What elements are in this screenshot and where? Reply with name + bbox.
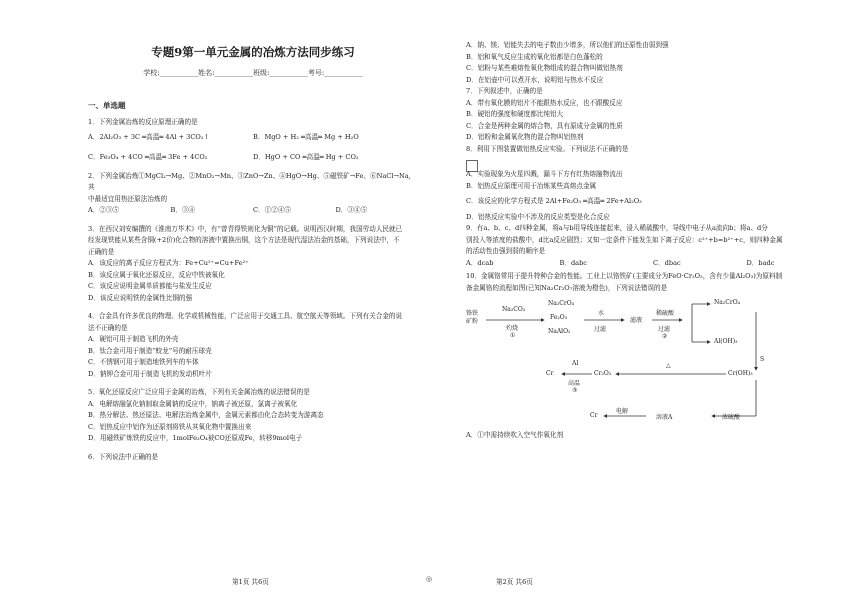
label-electrolysis: 电解 <box>616 408 629 415</box>
q8-option-b: B．铝热反应原理可用于冶炼某些高熔点金属 <box>466 181 597 190</box>
label-step3: ③ <box>572 387 578 394</box>
page-title: 专题9第一单元金属的冶炼方法同步练习 <box>151 45 355 59</box>
question-6-stem: 6．下列说法中正确的是 <box>88 452 159 461</box>
footer-page-right: 第2页 共6页 <box>496 578 533 586</box>
question-9-line3: 的活动性由强到弱的顺序是 <box>466 247 546 255</box>
node-product-na2cro4: Na₂CrO₄ <box>548 300 575 307</box>
question-10-line2: 备金属铬的流程如图(已知Na₂Cr₂O₇溶液为橙色)，下列说法错误的是 <box>466 283 668 292</box>
footer-page-left: 第1页 共6页 <box>232 578 269 586</box>
question-9-options <box>466 258 840 270</box>
question-2-options <box>88 205 418 217</box>
label-sulfur: S <box>760 356 765 363</box>
question-3-stem-line1: 3．在西汉刘安编撰的《淮南万毕术》中，有“曾青得铁则化为铜”的记载。说明西汉时期，我国劳动人民就已 <box>88 224 403 233</box>
q5-option-a: A．电解熔融氯化钠制取金属钠的反应中，钠离子被还原，氯离子被氧化 <box>88 399 298 408</box>
q5-option-c: C．铝热反应中铝作为还原剂将铁从其氧化物中置换出来 <box>88 422 252 431</box>
node-cr-product1: Cr <box>546 370 554 377</box>
q2-option-c: C．①②④⑤ <box>253 206 292 214</box>
q8-apparatus-figure <box>466 155 840 169</box>
label-step1: ① <box>510 332 516 339</box>
node-na2cr2o7: Na₂CrO₄ <box>714 299 741 306</box>
label-conc-h2so4: 浓硫酸 <box>722 414 741 421</box>
question-3-stem-line3: 正确的是 <box>88 247 115 256</box>
question-4-stem-line2: 法不正确的是 <box>88 323 128 332</box>
node-aloh3: Al(OH)₃ <box>714 338 738 345</box>
node-ore: 铬铁 矿粉 <box>466 310 479 325</box>
q3-option-d: D．该反应说明铁的金属性比铜的强 <box>88 293 193 302</box>
question-3-stem-line2: 经发现铁能从某些含铜(+2价)化合物的溶液中置换出铜，这个方法是现代湿法冶金的基础，下列说法中，不 <box>88 236 400 244</box>
q7-option-c: C．合金是两种金属的熔合物，具有原成分金属的性质 <box>466 121 623 130</box>
q9-option-b: B．dabc <box>559 258 588 267</box>
label-heat: △ <box>666 362 671 369</box>
q8-option-a: A．实验现象为火星四溅，漏斗下方有红热熔融物流出 <box>466 170 623 178</box>
q10-option-a: A．①中需持续吹入空气作氧化剂 <box>466 431 564 439</box>
q1-option-c: C．Fe₃O₄ + 4CO ═高温═ 3Fe + 4CO₂ <box>88 152 208 161</box>
q4-option-c: C．不锈钢可用于制造地铁列车的车体 <box>88 358 199 366</box>
question-7-stem: 7．下列叙述中，正确的是 <box>466 87 543 95</box>
q6-option-b: B．铝和氧气反应生成的氧化铝都是白色蓬松的 <box>466 52 603 61</box>
q9-option-d: D．badc <box>746 258 775 267</box>
q1-option-d: D．HgO + CO ═高温═ Hg + CO₂ <box>253 152 359 161</box>
flow-arrows <box>466 298 826 426</box>
question-1-options-row2 <box>88 151 418 161</box>
q2-option-a: A．②③⑤ <box>88 206 120 214</box>
q1-option-a: A．2Al₂O₃ + 3C ═高温═ 4Al + 3CO₂↑ <box>88 132 209 141</box>
question-1-stem: 1．下列金属冶炼的反应原理正确的是 <box>88 118 198 126</box>
question-1-options-row1 <box>88 131 418 141</box>
node-product-fe2o3: Fe₂O₃ <box>550 314 568 321</box>
label-filter1: 过滤 <box>594 326 607 333</box>
q9-option-c: C．dbac <box>653 258 681 267</box>
section-heading: 一、单选题 <box>88 101 126 110</box>
q5-option-d: D．用磁铁矿炼铁的反应中，1molFe₃O₄被CO还原成Fe，转移9mol电子 <box>88 434 303 442</box>
label-water: 水 <box>598 310 605 317</box>
q4-option-b: B．钛合金可用于制造“蛟龙”号的耐压球壳 <box>88 346 212 355</box>
node-cr-product2: Cr <box>590 412 598 419</box>
q3-option-b: B．该反应属于氧化还原反应，反应中铁被氧化 <box>88 270 225 279</box>
node-cr2o3: Cr₂O₃ <box>594 370 612 377</box>
question-8-stem: 8．利用下图装置做铝热反应实验。下列说法不正确的是 <box>466 144 629 153</box>
label-step2: ② <box>662 333 668 340</box>
node-croh3: Cr(OH)₃ <box>728 370 753 377</box>
question-9-line2: 别投入等浓度的盐酸中，d比a反应剧烈；又知一定条件下能发生如下离子反应：c²⁺+b=b²⁺+c，则四种金属 <box>466 235 783 244</box>
q6-option-d: D．在铝壶中可以煮开水，说明铝与热水不反应 <box>466 75 604 84</box>
q9-option-a: A．dcab <box>466 258 494 267</box>
node-filtrate: 滤液 <box>630 317 643 324</box>
q7-option-a: A．带有氧化膜的铝片不能跟热水反应，也不跟酸反应 <box>466 98 623 107</box>
question-9-line1: 9．有a、b、c、d四种金属，将a与b用导线连接起来，浸入稀硫酸中，导线中电子从a流向b；将a、d分 <box>466 224 768 232</box>
question-2-stem-line2: 中最适宜用热还原法冶炼的 <box>88 194 168 203</box>
label-dilute-h2so4: 稀硫酸 <box>656 310 675 317</box>
label-filter2: 过滤 <box>658 326 671 333</box>
label-al: Al <box>572 360 579 367</box>
q2-option-d: D．③④⑤ <box>335 206 368 214</box>
q7-option-d: D．铝粉和金属氧化物的混合物叫铝热剂 <box>466 133 584 141</box>
q5-option-b: B．热分解法、热还原法、电解法冶炼金属中，金属元素都由化合态转变为游离态 <box>88 411 324 419</box>
q3-option-c: C．该反应说明金属单质都能与盐发生反应 <box>88 282 212 290</box>
q4-option-a: A．硬铝可用于制造飞机的外壳 <box>88 335 179 343</box>
question-10-line1: 10．金属铬常用于提升特种合金的性能。工业上以铬铁矿(主要成分为FeO·Cr₂O₃，含有少量Al₂O₃)为原料制 <box>466 272 783 280</box>
process-flow-diagram <box>466 298 826 426</box>
q2-option-b: B．③④ <box>170 206 196 214</box>
q6-option-c: C．铝粉与某些难熔性氧化物组成的混合物叫做铝热剂 <box>466 64 623 72</box>
question-2-stem-line1: 2．下列金属冶炼①MgCl₂→Mg、②MnO₂→Mn、③ZnO→Zn、④HgO→Hg、⑤磁铁矿→Fe、⑥NaCl→Na，其 <box>88 171 416 191</box>
q3-option-a: A．该反应的离子反应方程式为：Fe+Cu²⁺=Cu+Fe²⁺ <box>88 259 249 267</box>
q8-option-d: D．铝热反应实验中不涉及的反应类型是化合反应 <box>466 212 610 221</box>
q8-option-c: C．该反应的化学方程式是 2Al+Fe₂O₃ ═高温═ 2Fe+Al₂O₃ <box>466 197 642 205</box>
q6-option-a: A．钠、镁、铝能失去的电子数由少增多，所以他们的还原性由弱到强 <box>466 41 669 49</box>
right-page <box>430 0 860 608</box>
question-5-stem: 5．氧化还原反应广泛应用于金属的冶炼，下列有关金属冶炼的说法错误的是 <box>88 388 310 396</box>
q4-option-d: D．钠钾合金可用于制造飞机的发动机叶片 <box>88 369 212 378</box>
node-product-naalo2: NaAlO₂ <box>548 328 571 335</box>
label-high-temp: 高温 <box>568 380 581 387</box>
question-4-stem-line1: 4．合金具有许多优良的物理、化学或机械性能，广泛应用于交通工具、航空航天等领域。下列有关合金的说 <box>88 312 403 320</box>
node-solution-a: 溶液A <box>656 414 673 421</box>
label-roast: 灼烧 <box>506 325 519 332</box>
q7-option-b: B．硬铝的强度和硬度都比纯铝大 <box>466 110 564 118</box>
label-na2co3: Na₂CO₃ <box>502 306 526 313</box>
footer-center-mark: ◎ <box>426 575 433 583</box>
q1-option-b: B．MgO + H₂ ═高温═ Mg + H₂O <box>253 132 359 141</box>
student-info-line: 学校:___________姓名:___________班级:___________考号:___________ <box>143 69 363 77</box>
